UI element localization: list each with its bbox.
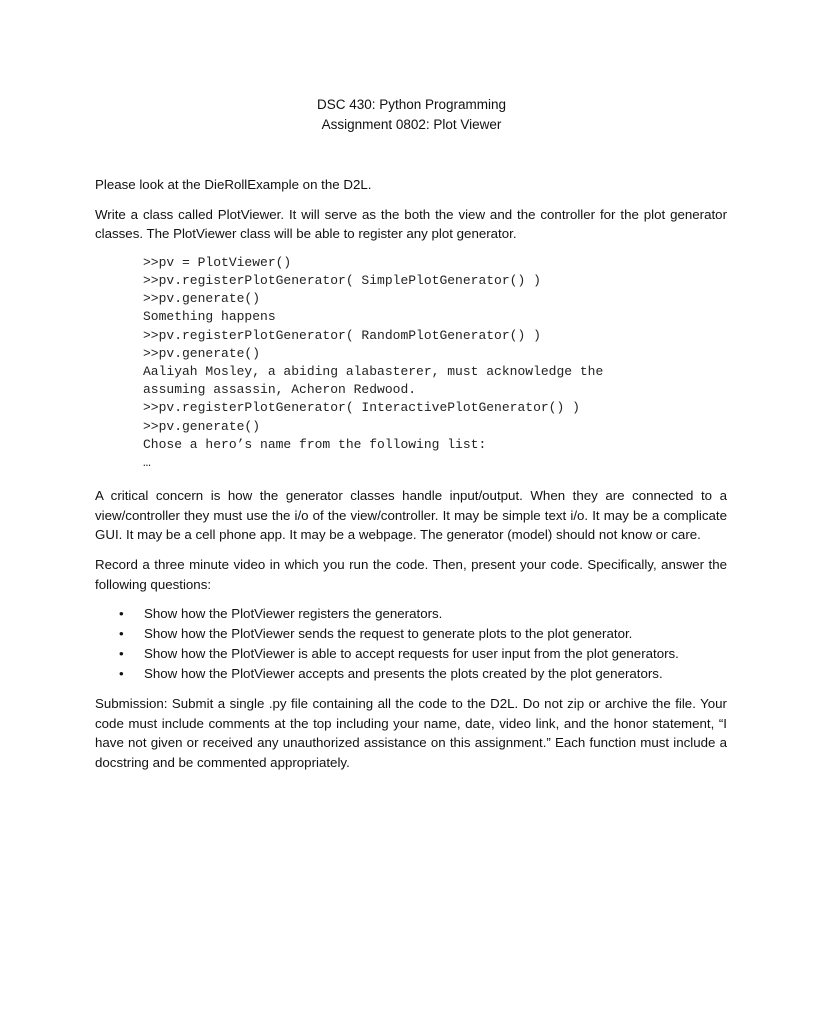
- list-item-text: Show how the PlotViewer sends the request to generate plots to the plot generator.: [144, 626, 633, 642]
- intro-paragraph: Please look at the DieRollExample on the D2L.: [95, 177, 372, 192]
- document-header: [0, 95, 823, 135]
- code-line: >>pv.registerPlotGenerator( InteractivePlotGenerator() ): [143, 400, 580, 416]
- list-item: [119, 604, 727, 624]
- code-line: >>pv.generate(): [143, 418, 261, 434]
- course-title: DSC 430: Python Programming: [316, 97, 507, 112]
- code-line: >>pv.generate(): [143, 345, 261, 361]
- code-line: Chose a hero’s name from the following list:: [143, 436, 487, 452]
- code-line: >>pv = PlotViewer(): [143, 254, 292, 270]
- list-item: [119, 624, 727, 644]
- code-line: …: [143, 455, 151, 471]
- list-item: [119, 664, 727, 684]
- bullet-icon: •: [119, 606, 124, 622]
- list-item-text: Show how the PlotViewer accepts and presents the plots created by the plot generators.: [144, 666, 663, 682]
- code-line: >>pv.registerPlotGenerator( RandomPlotGenerator() ): [143, 327, 541, 343]
- video-instructions-paragraph: Record a three minute video in which you run the code. Then, present your code. Specifically, answer the following questions:: [95, 557, 727, 592]
- code-example: [143, 254, 727, 472]
- assignment-title: Assignment 0802: Plot Viewer: [321, 117, 502, 132]
- bullet-icon: •: [119, 666, 124, 682]
- code-line: Aaliyah Mosley, a abiding alabasterer, must acknowledge the: [143, 364, 604, 379]
- bullet-icon: •: [119, 626, 124, 642]
- concern-paragraph: A critical concern is how the generator classes handle input/output. When they are connected to a view/controller they must use the i/o of the view/controller. It may be simple text i/o. It may be a complicate GUI. It may be a cell phone app. It may be a webpage. The generator (model) should not know or care.: [95, 488, 727, 543]
- document-body: [95, 175, 727, 783]
- list-item-text: Show how the PlotViewer is able to accept requests for user input from the plot generators.: [144, 646, 679, 662]
- submission-paragraph: Submission: Submit a single .py file containing all the code to the D2L. Do not zip or archive the file. Your code must include comments at the top including your name, date, video link, and the honor statement, “I have not given or received any unauthorized assistance on this assignment.” Each function must include a docstring and be commented appropriately.: [95, 696, 727, 770]
- bullet-icon: •: [119, 646, 124, 662]
- list-item-text: Show how the PlotViewer registers the generators.: [144, 606, 443, 622]
- code-line: assuming assassin, Acheron Redwood.: [143, 382, 417, 398]
- code-line: >>pv.generate(): [143, 291, 261, 307]
- description-paragraph: Write a class called PlotViewer. It will serve as the both the view and the controller for the plot generator classes. The PlotViewer class will be able to register any plot generator.: [95, 206, 727, 242]
- list-item: [119, 644, 727, 664]
- code-line: >>pv.registerPlotGenerator( SimplePlotGenerator() ): [143, 272, 541, 288]
- question-list: [95, 604, 727, 684]
- code-line: Something happens: [143, 309, 276, 325]
